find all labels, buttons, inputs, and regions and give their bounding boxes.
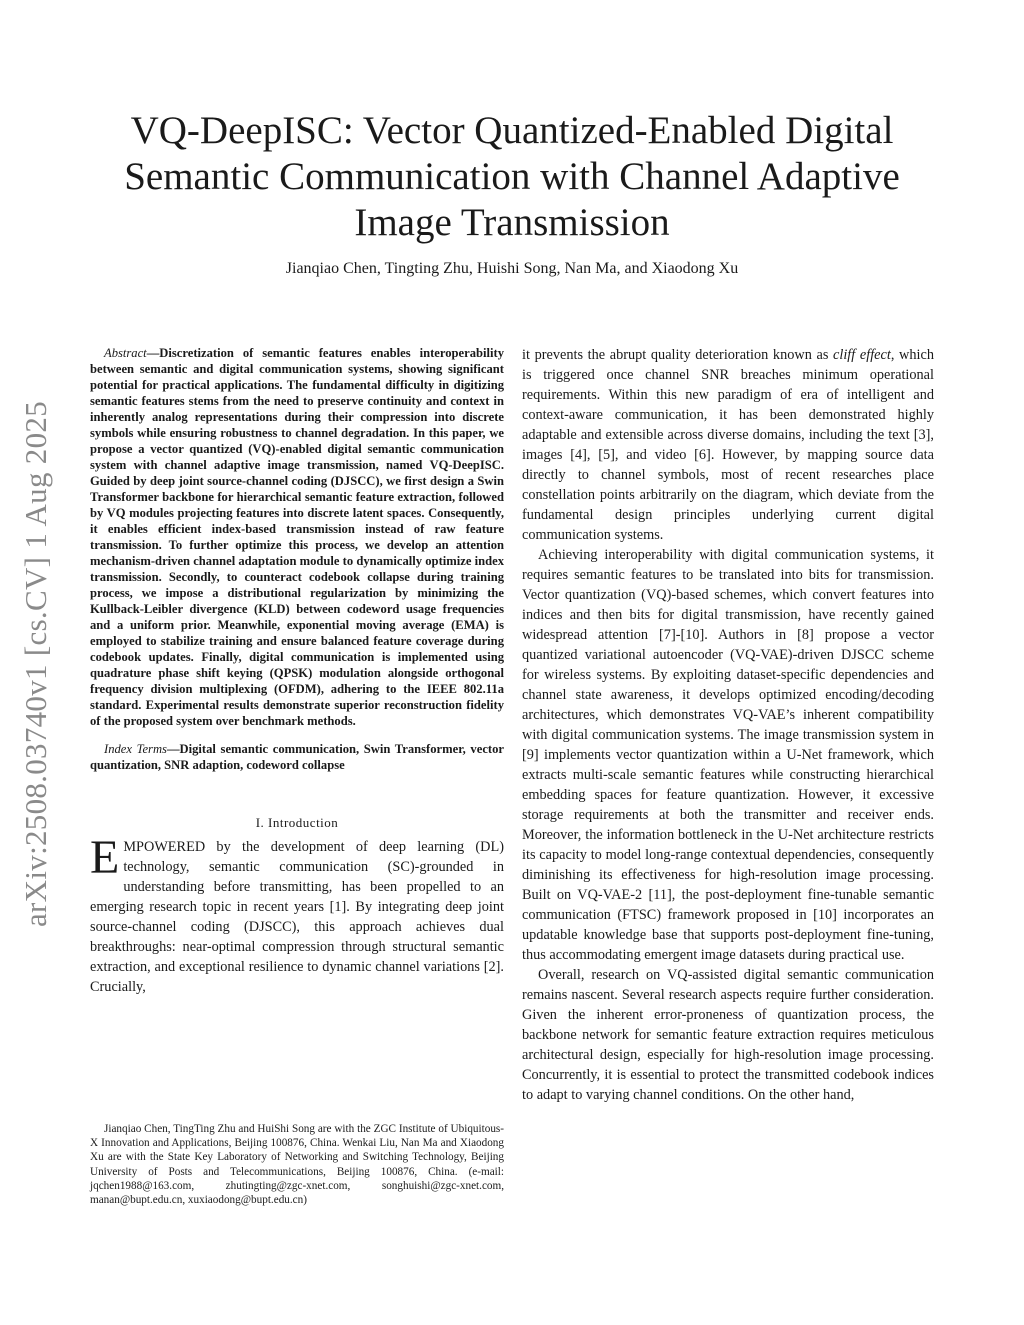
index-terms-label: Index Terms [104,742,167,756]
body-paragraph-3: Overall, research on VQ-assisted digital semantic communication remains nascent. Several research aspects require further consideration. Given the inherent error-proneness of quantization process, the backbone network for semantic feature extraction requires meticulous architectural design, especially for high-resolution image processing. Concurrently, it is essential to protect the transmitted codebook indices to adapt to varying channel conditions. On the other hand, [522,967,934,1103]
index-terms-text: —Digital semantic communication, Swin Transformer, vector quantization, SNR adaption, codeword collapse [90,742,504,772]
body-paragraph-1 [522,345,934,545]
arxiv-identifier: arXiv:2508.03740v1 [cs.CV] 1 Aug 2025 [18,400,53,928]
right-column [522,345,934,1105]
p1-italic-term: cliff effect [833,347,891,363]
introduction-paragraph [90,831,504,997]
abstract-text: —Discretization of semantic features enables interoperability between semantic and digital communication systems, showing significant potential for practical applications. The fundamental difficulty in digitizing semantic features stems from the need to preserve continuity and context in inherently analog representations during their compression into discrete symbols while ensuring robustness to channel degradation. In this paper, we propose a vector quantized (VQ)-enabled digital semantic communication system with channel adaptive image transmission, named VQ-DeepISC. Guided by deep joint source-channel coding (DJSCC), we first design a Swin Transformer backbone for hierarchical semantic feature extraction, followed by VQ modules projecting features into discrete latent spaces. Consequently, it enables efficient index-based transmission instead of raw feature transmission. To further optimize this process, we develop an attention mechanism-driven channel adaptation module to dynamically optimize index transmission. Secondly, to counteract codebook collapse during training process, we impose a distributional regularization by minimizing the Kullback-Leibler divergence (KLD) between codeword usage frequencies and a uniform prior. Meanwhile, exponential moving average (EMA) is employed to stabilize training and ensure balanced feature coverage during codebook updates. Finally, digital communication is implemented using quadrature phase shift keying (QPSK) modulation alongside orthogonal frequency division multiplexing (OFDM), adhering to the IEEE 802.11a standard. Experimental results demonstrate superior reconstruction fidelity of the proposed system over benchmark methods. [90,346,504,728]
left-column [90,345,504,997]
p1-text-end: , which is triggered once channel SNR breaches minimum operational requirements. Within this new paradigm of era of intelligent and context-aware communication, it has been demonstrated highly adaptable and extensible across diverse domains, including the text [3], images [4], [5], and video [6]. However, by mapping source data directly to channel symbols, most of recent researches place constellation points arbitrarily on the diagram, which deviate from the fundamental design principles underlying current digital communication systems. [522,347,934,543]
intro-text: by the development of deep learning (DL) technology, semantic communication (SC)-grounded in understanding before transmitting, has been propelled to an emerging research topic in recent years [1]. By integrating deep joint source-channel coding (DJSCC), this approach achieves dual breakthroughs: near-optimal compression through structural semantic extraction, and exceptional resilience to dynamic channel variations [2]. Crucially, [90,839,504,995]
body-paragraph-2: Achieving interoperability with digital communication systems, it requires semantic features to be translated into bits for transmission. Vector quantization (VQ)-based schemes, which convert features into indices and then bits for digital transmission, have recently gained widespread attention [7]-[10]. Authors in [8] propose a vector quantized variational autoencoder (VQ-VAE)-driven DJSCC scheme for wireless systems. By exploiting dataset-specific dependencies and channel state awareness, it develops optimized encoding/decoding architectures, which demonstrates VQ-VAE’s inherent compatibility with digital communication systems. The image transmission system in [9] implements vector quantization within a U-Net framework, which extracts multi-scale semantic features while constructing hierarchical embedding spaces for feature quantization. However, it excessive storage requirements at both the transmitter and receiver ends. Moreover, the information bottleneck in the U-Net architecture restricts its capacity to model long-range contextual dependencies, consequently diminishing its effectiveness for high-resolution image processing. Built on VQ-VAE-2 [11], the post-deployment fine-tunable semantic communication (FTSC) framework proposed in [10] incorporates an updatable knowledge base that supports post-deployment fine-tuning, thus accommodating emergent image datasets during practical use. [522,547,934,963]
abstract [90,345,504,729]
title-line-2: Semantic Communication with Channel Adaptive [124,155,900,198]
section-heading-introduction: I. Introduction [255,815,339,830]
title-line-1: VQ-DeepISC: Vector Quantized-Enabled Digital [130,109,894,152]
drop-cap: E [90,831,120,884]
index-terms [90,741,504,773]
intro-lead-word: MPOWERED [123,839,206,855]
author-list: Jianqiao Chen, Tingting Zhu, Huishi Song, Nan Ma, and Xiaodong Xu [285,260,739,277]
author-affiliation-footnote: Jianqiao Chen, TingTing Zhu and HuiShi Song are with the ZGC Institute of Ubiquitous-X Innovation and Applications, Beijing 100876, China. Wenkai Liu, Nan Ma and Xiaodong Xu are with the State Key Laboratory of Networking and Switching Technology, Beijing University of Posts and Telecommunications, Beijing 100876, China. (e-mail: jqchen1988@163.com, zhutingting@zgc-xnet.com, songhuishi@zgc-xnet.com, manan@bupt.edu.cn, xuxiaodong@bupt.edu.cn) [90,1123,504,1207]
title-line-3: Image Transmission [354,201,670,244]
abstract-label: Abstract [104,346,147,360]
p1-text-start: it prevents the abrupt quality deterioration known as [522,347,834,363]
paper-title [90,108,934,246]
